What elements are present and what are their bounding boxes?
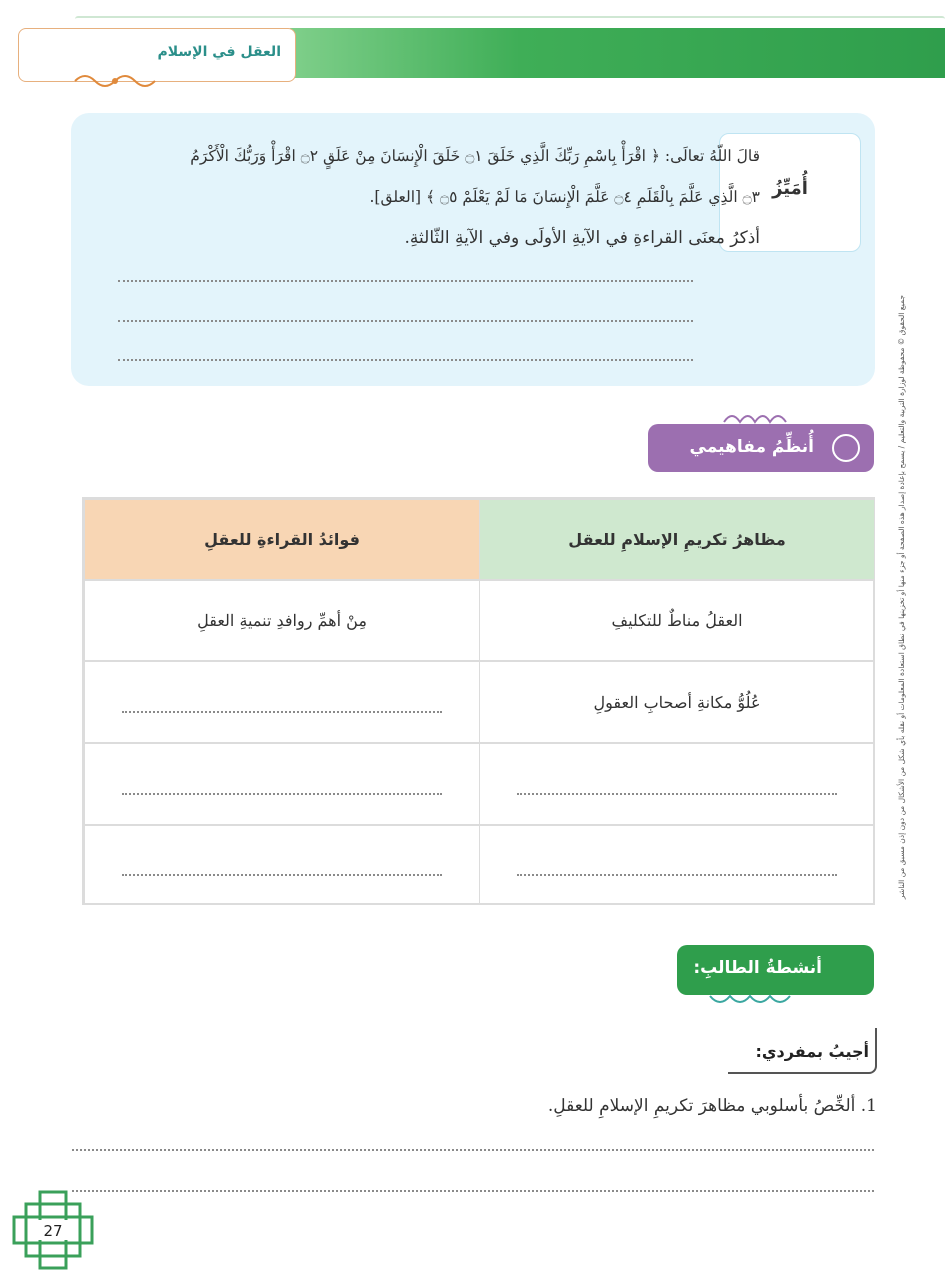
answer-line[interactable]: [118, 320, 693, 322]
table-cell: [479, 661, 875, 743]
table-cell-blank[interactable]: [479, 825, 875, 905]
table-cell-blank[interactable]: [84, 661, 480, 743]
table-header: مظاهرُ تكريمِ الإسلامِ للعقل: [479, 499, 875, 580]
answer-line[interactable]: [122, 874, 442, 876]
answer-individually-box: [728, 1028, 877, 1074]
table-cell: [479, 580, 875, 661]
table-cell-text: عُلُوُّ مكانةِ أصحابِ العقولِ: [593, 692, 761, 712]
gear-icon: [832, 434, 860, 462]
chapter-title: العقل في الإسلام: [157, 44, 281, 60]
table-cell-text: العقلُ مناطٌ للتكليفِ: [611, 611, 743, 630]
organize-concepts-tab: [648, 424, 874, 472]
answer-line[interactable]: [517, 793, 837, 795]
student-activities-tab: [677, 945, 874, 995]
ornament-icon: [70, 72, 160, 90]
answer-line[interactable]: [118, 280, 693, 282]
copyright-side-note: [897, 295, 909, 995]
answer-individually-label: أجيبُ بمفردي:: [755, 1042, 869, 1061]
answer-line[interactable]: [517, 874, 837, 876]
table-cell-text: مِنْ أهمِّ روافدِ تنميةِ العقلِ: [197, 611, 367, 630]
concepts-table: [82, 497, 875, 905]
quran-verse-line-1: قالَ اللّهُ تعالَى: ﴿ اقْرَأْ بِاسْمِ رَبِّكَ الَّذِي خَلَقَ ۝١ خَلَقَ الْإِنسَانَ مِنْ عَلَقٍ ۝٢ اقْرَأْ وَرَبُّكَ الْأَكْرَمُ: [190, 147, 760, 165]
page-number: 27: [43, 1222, 63, 1240]
answer-line[interactable]: [118, 359, 693, 361]
answer-line[interactable]: [122, 711, 442, 713]
question-1: 1. ألخِّصُ بأسلوبي مظاهرَ تكريمِ الإسلامِ للعقلِ.: [547, 1096, 877, 1116]
table-cell-blank[interactable]: [479, 743, 875, 825]
answer-line[interactable]: [122, 793, 442, 795]
copyright-side-text: جميع الحقوق © محفوظة لوزارة التربية والتعليم / يسمح بإعادة إصدار هذه الصفحة أو جزء منها أو تخزينها في نطاق استعادة المعلومات أو نقله بأي شكل من الأشكال من دون إذن مسبق من الناشر: [897, 295, 906, 900]
ornament-icon: [705, 990, 795, 1008]
header-green-bar: [290, 28, 945, 78]
distinguish-prompt: أذكرُ معنَى القراءةِ في الآيةِ الأولَى وفي الآيةِ الثّالثةِ.: [404, 228, 760, 248]
table-cell: [84, 580, 480, 661]
student-activities-label: أنشطةُ الطالبِ:: [693, 958, 822, 978]
organize-concepts-label: أُنظِّمُ مفاهيمي: [689, 437, 814, 457]
answer-line[interactable]: [72, 1190, 874, 1192]
header-top-line: [75, 16, 945, 24]
table-cell-blank[interactable]: [84, 825, 480, 905]
quran-verse-line-2: ۝٣ الَّذِي عَلَّمَ بِالْقَلَمِ ۝٤ عَلَّمَ الْإِنسَانَ مَا لَمْ يَعْلَمْ ۝٥ ﴾ [العلق].: [369, 188, 760, 206]
table-header: فوائدُ القراءةِ للعقلِ: [84, 499, 480, 580]
distinguish-label: أُمَيِّزُ: [772, 178, 808, 199]
answer-line[interactable]: [72, 1149, 874, 1151]
table-cell-blank[interactable]: [84, 743, 480, 825]
